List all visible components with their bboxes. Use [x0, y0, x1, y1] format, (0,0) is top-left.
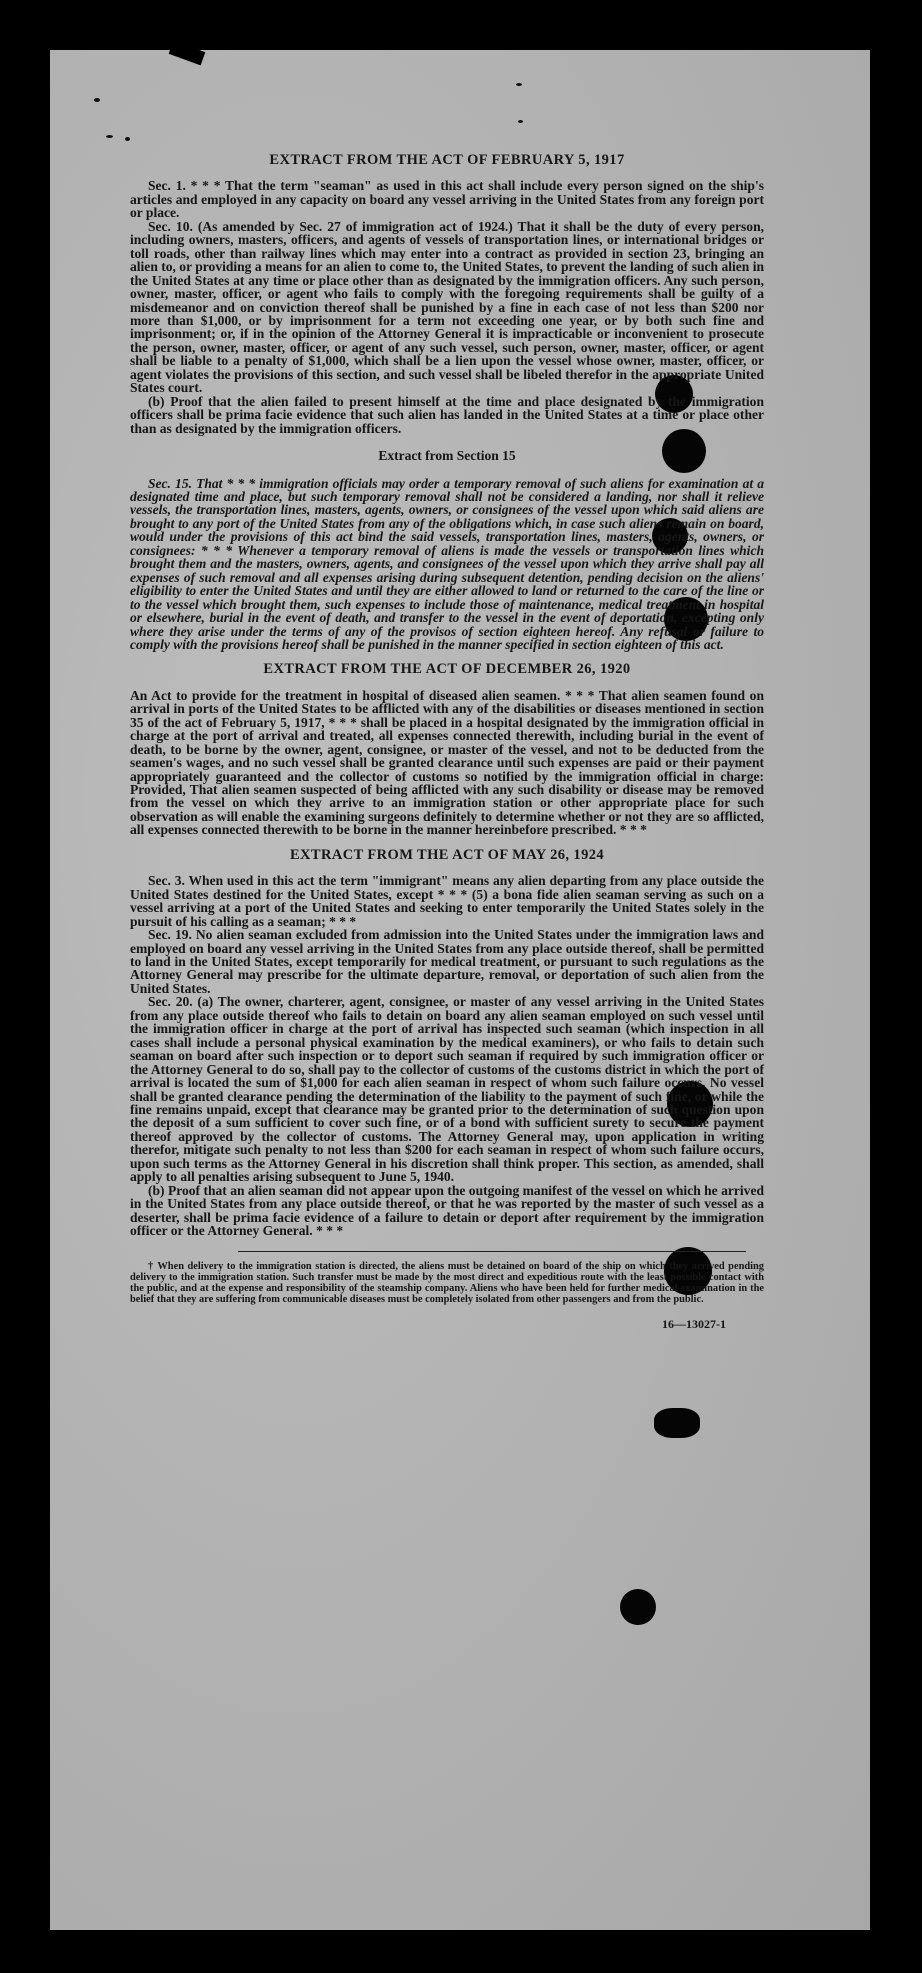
speck: [516, 83, 522, 86]
heading-act-1917: EXTRACT FROM THE ACT OF FEBRUARY 5, 1917: [269, 152, 625, 168]
speck: [106, 135, 113, 138]
torn-corner: [169, 50, 206, 65]
footnote-divider: [238, 1251, 746, 1252]
heading-act-1920: EXTRACT FROM THE ACT OF DECEMBER 26, 1920: [263, 661, 631, 678]
form-number: 16—13027-1: [662, 1317, 726, 1332]
section-3: Sec. 3. When used in this act the term "immigrant" means any alien departing from any place outside the United States destined for the United States, except * * * (5) a bona fide alien seaman serving as such on a vessel arriving at a port of the United States and seeking to enter temporarily the United States solely in the pursuit of his calling as a seaman; * * *: [130, 873, 764, 929]
speck: [94, 98, 100, 102]
punch-hole: [654, 1408, 700, 1438]
scanned-page: [50, 50, 870, 1930]
footnote: [130, 1261, 764, 1306]
document-body: [130, 154, 764, 1332]
speck: [518, 120, 523, 123]
speck: [125, 137, 130, 141]
section-10: Sec. 10. (As amended by Sec. 27 of immigration act of 1924.) That it shall be the duty of every person, including owners, masters, officers, and agents of vessels of transportation lines, or international bridges or toll roads, other than railway lines which may enter into a contract as provided in section 23, bringing an alien to, or providing a means for an alien to come to, the United States, to prevent the landing of such alien in the United States at any time or place other than as designated by the immigration officers. Any such person, owner, master, officer, or agent who fails to comply with the foregoing requirements shall be guilty of a misdemeanor and on conviction thereof shall be punished by a fine in each case of not less than $200 nor more than $1,000, or by imprisonment for a term not exceeding one year, or by both such fine and imprisonment; or, if in the opinion of the Attorney General it is impracticable or inconvenient to prosecute the person, owner, master, officer, or agent of any such vessel, such person, owner, master, officer, or agent shall be liable to a penalty of $1,000, which shall be a lien upon the vessel whose owner, master, officer, or agent violates the provisions of this section, and such vessel shall be libeled therefor in the appropriate United States court.: [130, 218, 764, 396]
punch-hole: [620, 1589, 656, 1625]
section-1: Sec. 1. * * * That the term "seaman" as used in this act shall include every person signed on the ship's articles and employed in any capacity on board any vessel arriving in the United States from any foreign port or place.: [130, 178, 764, 221]
section-10-b: (b) Proof that the alien failed to present himself at the time and place designated by the immigration officers shall be prima facie evidence that such alien has landed in the United States at a time or place other than as designated by the immigration officers.: [130, 393, 764, 436]
section-20: Sec. 20. (a) The owner, charterer, agent, consignee, or master of any vessel arriving in the United States from any place outside thereof who fails to detain on board any alien seaman employed on such vessel until the immigration officer in charge at the port of arrival has inspected such seaman (which inspection in all cases shall include a personal physical examination by the medical examiners), or who fails to detain such seaman on board after such inspection or to deport such seaman if required by such immigration officer or the Attorney General to do so, shall pay to the collector of customs of the customs district in which the port of arrival is located the sum of $1,000 for each alien seaman in respect of whom such failure occurs. No vessel shall be granted clearance pending the determination of the liability to the payment of such fine, or while the fine remains unpaid, except that clearance may be granted prior to the determination of such question upon the deposit of a sum sufficient to cover such fine, or of a bond with sufficient surety to secure the payment thereof approved by the collector of customs. The Attorney General may, upon application in writing therefor, mitigate such penalty to not less than $200 for each seaman in respect of whom such failure occurs, upon such terms as the Attorney General in his discretion shall think proper. This section, as amended, shall apply to all penalties arising subsequent to June 5, 1940.: [130, 994, 764, 1185]
section-19: Sec. 19. No alien seaman excluded from admission into the United States under the immigration laws and employed on board any vessel arriving in the United States from any place outside thereof, shall be permitted to land in the United States, except temporarily for medical treatment, or pursuant to such regulations as the Attorney General may prescribe for the ultimate departure, removal, or deportation of such alien from the United States.: [130, 927, 764, 996]
section-20-b: (b) Proof that an alien seaman did not appear upon the outgoing manifest of the vessel on which he arrived in the United States from any place outside thereof, or that he was reported by the master of such vessel as a deserter, shall be prima facie evidence of a failure to detain or deport after requirement by the immigration officer or the Attorney General. * * *: [130, 1182, 764, 1239]
heading-section-15: Extract from Section 15: [378, 448, 516, 464]
footnote-text: † When delivery to the immigration station is directed, the aliens must be detained on board of the ship on which they arrived pending delivery to the immigration station. Such transfer must be made by the most direct and expeditious route with the least possible contact with the public, and at the expense and responsibility of the steamship company. Aliens who have been held for further medical examination in the belief that they are suffering from communicable diseases must be completely isolated from other passengers and from the public.: [130, 1260, 764, 1306]
heading-act-1924: EXTRACT FROM THE ACT OF MAY 26, 1924: [289, 846, 605, 863]
act-1920-body: An Act to provide for the treatment in hospital of diseased alien seamen. * * * That alien seamen found on arrival in ports of the United States to be afflicted with any of the disabilities or diseases mentioned in section 35 of the act of February 5, 1917, * * * shall be placed in a hospital designated by the immigration official in charge at the port of arrival and treated, all expenses connected therewith, including burial in the event of death, to be borne by the owner, agent, consignee, or master of the vessel, and not to be deducted from the seamen's wages, and no such vessel shall be granted clearance until such expenses are paid or their payment appropriately guaranteed and the collector of customs so notified by the immigration official in charge: Provided, That alien seamen suspected of being afflicted with any such disability or disease may be removed from the vessel on which they arrive to an immigration station or other appropriate place for such observation as will enable the examining surgeons definitely to determine whether or not they are so afflicted, all expenses connected therewith to be borne in the manner hereinbefore prescribed. * * *: [130, 687, 764, 838]
section-15: Sec. 15. That * * * immigration officials may order a temporary removal of such aliens for examination at a designated time and place, but such temporary removal shall not be considered a landing, nor shall it relieve vessels, the transportation lines, masters, agents, owners, or consignees of the vessel upon which said aliens are brought to any port of the United States from any of the obligations which, in case such aliens remain on board, would under the provisions of this act bind the said vessels, transportation lines, masters, agents, owners, or consignees: * * * Whenever a temporary removal of aliens is made the vessels or transportation lines which brought them and the masters, owners, agents, and consignees of the vessel upon which they arrive shall pay all expenses of such removal and all expenses arising during subsequent detention, pending decision on the aliens' eligibility to enter the United States and until they are either allowed to land or returned to the care of the line or to the vessel which brought them, such expenses to include those of maintenance, medical treatment in hospital or elsewhere, burial in the event of death, and transfer to the vessel in the event of deportation, excepting only where they arise under the terms of any of the provisos of section eighteen hereof. Any refusal or failure to comply with the provisions hereof shall be punished in the manner specified in section eighteen of this act.: [130, 475, 764, 652]
